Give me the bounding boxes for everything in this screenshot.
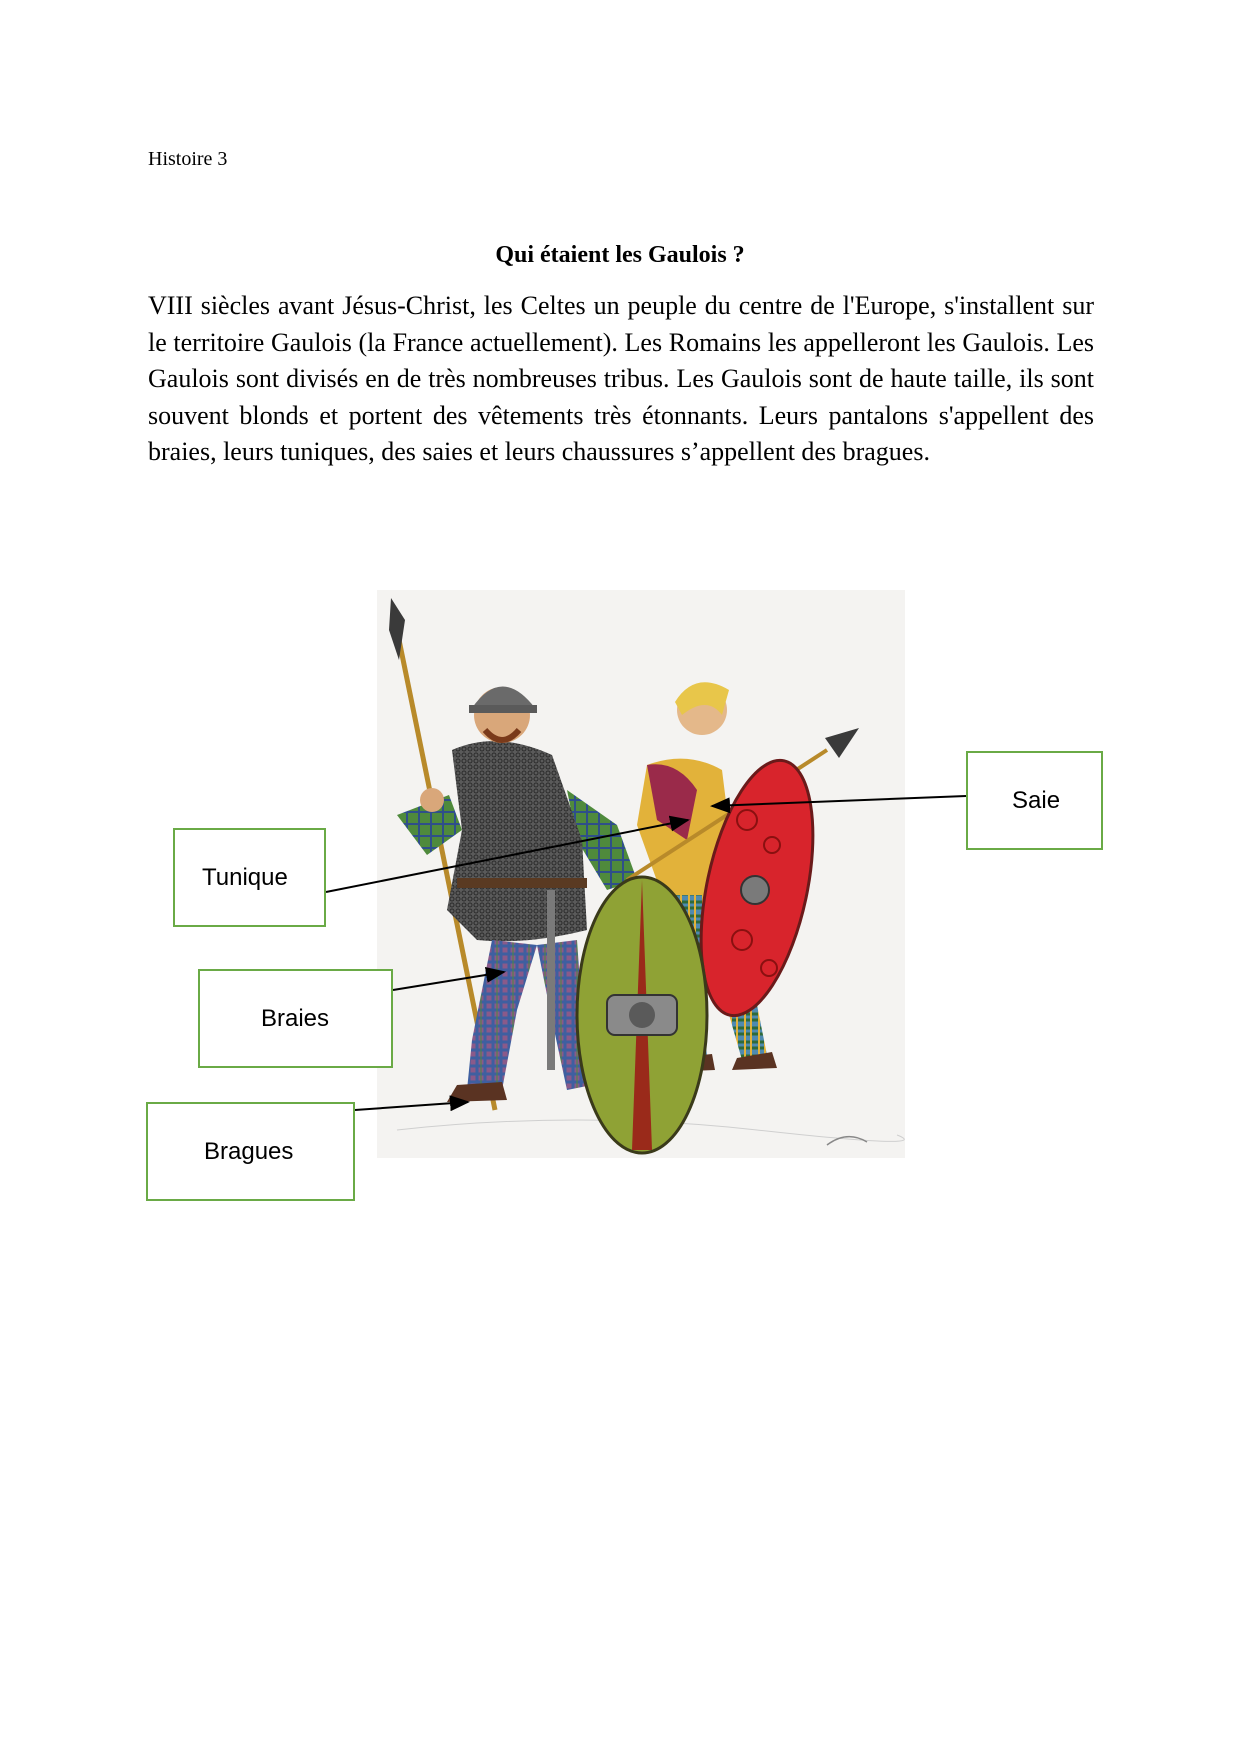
green-shield — [577, 877, 707, 1153]
label-saie-text: Saie — [1012, 786, 1061, 814]
label-tunique — [173, 828, 326, 927]
label-bragues — [146, 1102, 355, 1201]
label-bragues-text: Bragues — [204, 1137, 294, 1165]
page-title: Qui étaient les Gaulois ? — [495, 242, 745, 268]
label-tunique-text: Tunique — [202, 863, 288, 891]
label-braies — [198, 969, 393, 1068]
label-saie — [966, 751, 1103, 850]
gaul-warriors-illustration — [377, 590, 905, 1158]
intro-paragraph: VIII siècles avant Jésus-Christ, les Celtes un peuple du centre de l'Europe, s'installent sur le territoire Gaulois (la France actuellement). Les Romains les appelleront les Gaulois. Les Gaulois sont divisés en de très nombreuses tribus. Les Gaulois sont de haute taille, ils sont souvent blonds et portent des vêtements très étonnants. Leurs pantalons s'appellent des braies, leurs tuniques, des saies et leurs chaussures s’appellent des bragues. — [148, 291, 1094, 466]
header-label: Histoire 3 — [148, 148, 228, 170]
label-braies-text: Braies — [261, 1004, 330, 1032]
